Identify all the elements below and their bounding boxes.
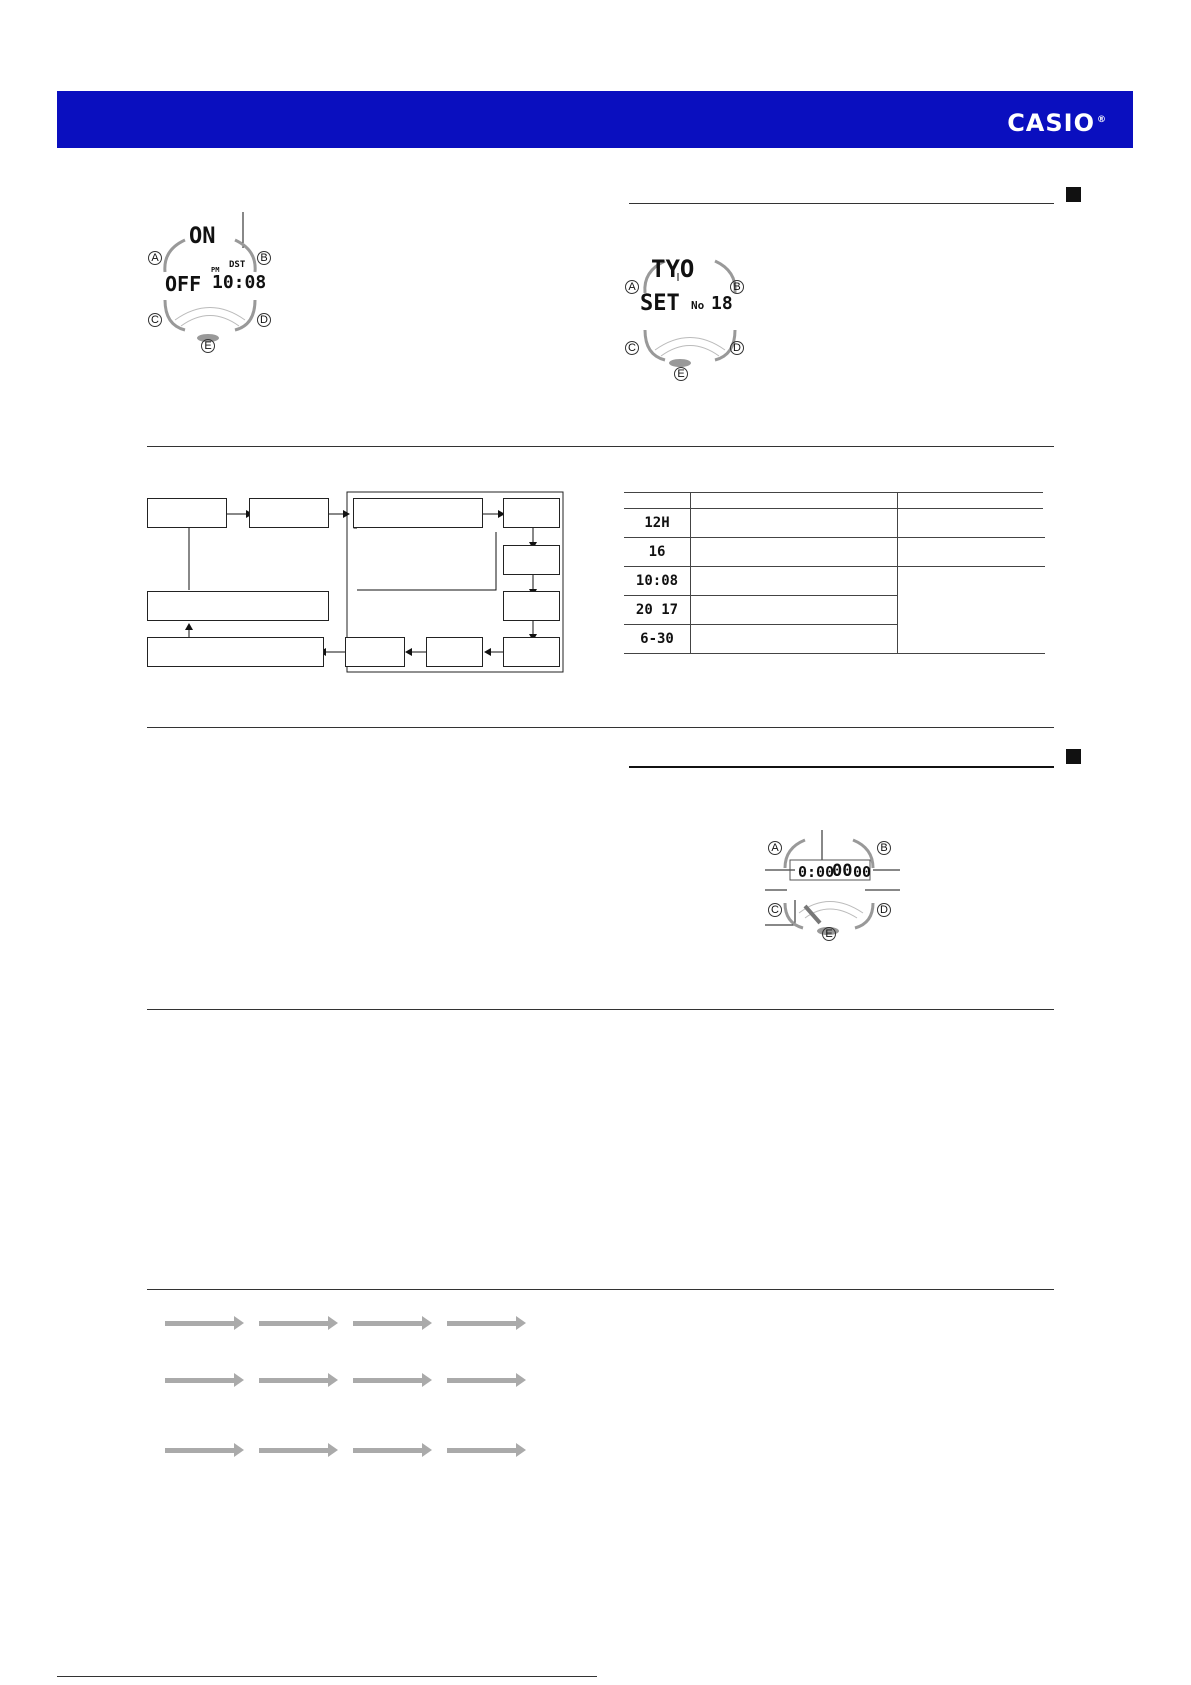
section-rule — [629, 203, 1054, 204]
button-b-label: B — [877, 841, 891, 855]
button-c-label: C — [768, 903, 782, 917]
button-e-label: E — [822, 927, 836, 941]
display-cell: 20 17 — [624, 596, 691, 625]
gray-arrow — [165, 1378, 235, 1383]
elapsed-time-display: 0:00 — [798, 863, 835, 881]
gray-arrow — [165, 1448, 235, 1453]
flow-box — [503, 591, 560, 621]
on-text: ON — [189, 224, 216, 249]
table-header-cell — [897, 493, 1045, 508]
watch-illustration-stopwatch — [765, 828, 900, 943]
gray-arrow — [447, 1378, 517, 1383]
settings-table — [624, 492, 1045, 654]
button-e-label: E — [201, 339, 215, 353]
flow-box — [503, 637, 560, 667]
flow-box — [249, 498, 329, 528]
button-c-label: C — [625, 341, 639, 355]
gray-arrow — [259, 1321, 329, 1326]
section-rule — [629, 766, 1054, 768]
dst-indicator: DST — [229, 260, 246, 270]
gray-arrow — [259, 1378, 329, 1383]
gray-arrow — [447, 1321, 517, 1326]
flow-box — [147, 498, 227, 528]
time-display: 10:08 — [212, 272, 267, 293]
table-row — [624, 509, 1045, 538]
section-marker — [1066, 187, 1081, 202]
table-cell — [898, 509, 1046, 538]
table-header-cell — [690, 493, 897, 508]
button-b-label: B — [730, 280, 744, 294]
table-cell — [898, 538, 1046, 567]
button-c-label: C — [148, 313, 162, 327]
seconds-display: 00 — [832, 861, 853, 881]
flow-box — [345, 637, 405, 667]
table-cell — [691, 625, 898, 654]
section-rule — [147, 727, 1054, 728]
button-d-label: D — [257, 313, 271, 327]
display-cell: 12H — [624, 509, 691, 538]
display-cell: 10:08 — [624, 567, 691, 596]
gray-arrow — [447, 1448, 517, 1453]
button-d-label: D — [730, 341, 744, 355]
no-label: No — [691, 299, 705, 312]
table-row — [624, 538, 1045, 567]
city-code-text: TYO — [651, 255, 695, 283]
table-cell — [691, 596, 898, 625]
button-b-label: B — [257, 251, 271, 265]
flow-box — [353, 498, 483, 528]
display-cell: 6-30 — [624, 625, 691, 654]
table-cell-merged — [898, 567, 1046, 654]
section-rule — [147, 1289, 1054, 1290]
flow-box — [503, 498, 560, 528]
button-a-label: A — [768, 841, 782, 855]
section-rule — [147, 446, 1054, 447]
watch-illustration-city — [625, 245, 755, 385]
table-row — [624, 567, 1045, 596]
table-cell — [691, 567, 898, 596]
off-text: OFF — [165, 272, 202, 296]
setting-flow-diagram — [146, 490, 566, 675]
settings-table-body — [624, 509, 1045, 654]
table-header-cell — [624, 493, 690, 508]
flow-box — [426, 637, 483, 667]
casio-logo: CASIO ® — [1007, 109, 1107, 137]
button-a-label: A — [148, 251, 162, 265]
table-cell — [691, 509, 898, 538]
number-display: 18 — [711, 293, 733, 314]
flow-box — [503, 545, 560, 575]
pm-label: PM — [211, 266, 220, 274]
table-header-row — [624, 493, 1045, 508]
hundredths-display: 00 — [853, 863, 872, 881]
button-d-label: D — [877, 903, 891, 917]
section-marker — [1066, 749, 1081, 764]
gray-arrow — [165, 1321, 235, 1326]
footer-rule — [57, 1676, 597, 1677]
gray-arrow — [259, 1448, 329, 1453]
gray-arrow — [353, 1448, 423, 1453]
gray-arrow — [353, 1321, 423, 1326]
button-e-label: E — [674, 367, 688, 381]
display-cell: 16 — [624, 538, 691, 567]
watch-illustration-dst — [145, 210, 275, 350]
table-cell — [691, 538, 898, 567]
gray-arrow — [353, 1378, 423, 1383]
section-rule — [147, 1009, 1054, 1010]
flow-box — [147, 591, 329, 621]
header-bar — [57, 91, 1133, 148]
set-text: SET — [640, 291, 680, 316]
flow-box — [147, 637, 324, 667]
button-a-label: A — [625, 280, 639, 294]
